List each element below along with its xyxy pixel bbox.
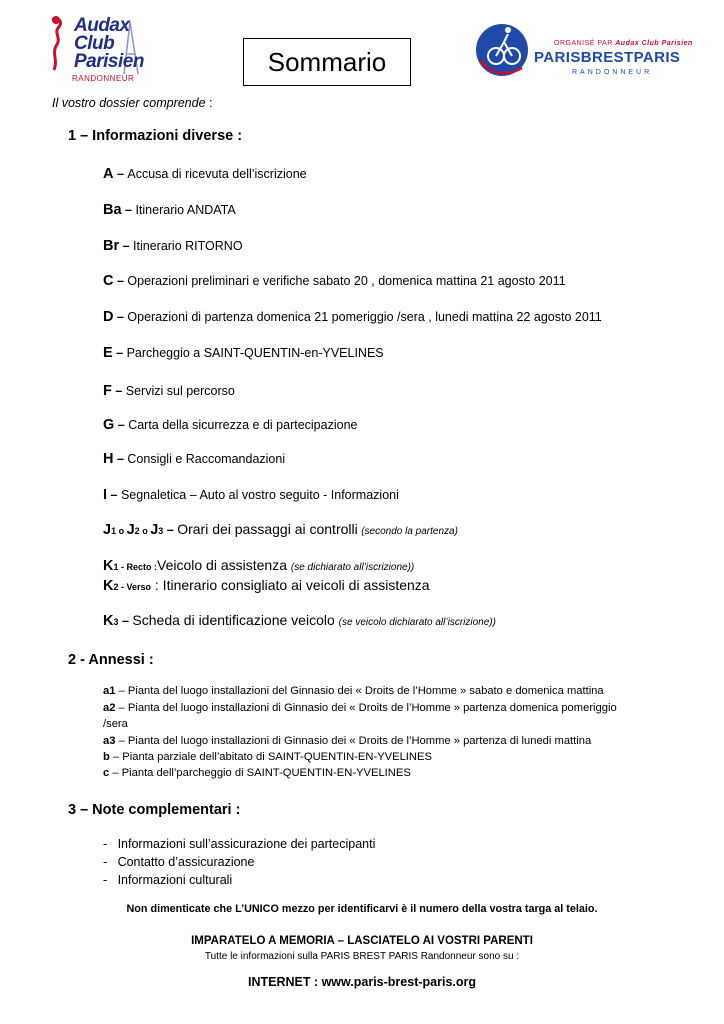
list-item — [103, 487, 399, 503]
section-2-title: 2 - Annessi : — [68, 652, 154, 668]
item-letter: K — [103, 613, 114, 629]
warning-text: Non dimenticate che L’UNICO mezzo per identificarvi è il numero della vostra targa al telaio. — [126, 903, 598, 915]
item-dash: – — [118, 614, 133, 628]
list-item — [103, 417, 357, 433]
annex-text: /sera — [103, 718, 128, 730]
item-k3 — [103, 612, 496, 629]
annex-item — [103, 685, 604, 697]
item-sub: 3 — [113, 617, 119, 627]
item-dash: – — [113, 274, 128, 288]
item-dash: – — [114, 418, 129, 432]
annex-code: a1 — [103, 685, 116, 697]
item-letter: C — [103, 273, 114, 289]
item-k1 — [103, 557, 414, 574]
annex-item — [103, 735, 591, 747]
bullet-item: - Informazioni culturali — [103, 873, 233, 887]
item-dash: – — [163, 523, 178, 537]
item-dash: – — [113, 167, 128, 181]
item-letter: Br — [103, 238, 120, 254]
item-text: Scheda di identificazione veicolo — [132, 612, 339, 628]
annex-text: – Pianta parziale dell’abitato di SAINT-QUENTIN-EN-YVELINES — [109, 751, 432, 763]
item-text: Operazioni di partenza domenica 21 pomeriggio /sera , lunedi mattina 22 agosto 2011 — [127, 310, 602, 324]
item-letter: G — [103, 417, 115, 433]
item-sub: - Verso — [118, 582, 152, 592]
annex-item — [103, 718, 128, 730]
paris-brest-paris-logo — [474, 16, 696, 90]
item-sub: 2 — [134, 526, 140, 536]
item-dash: – — [111, 384, 126, 398]
item-note: (se veicolo dichiarato all’iscrizione)) — [338, 617, 496, 628]
item-j — [103, 521, 458, 538]
item-letter: H — [103, 451, 114, 467]
item-letter: I — [103, 487, 108, 503]
logo-word-randonneur: RANDONNEUR — [72, 74, 135, 83]
internet-link[interactable]: INTERNET : www.paris-brest-paris.org — [247, 975, 477, 989]
annex-code: a3 — [103, 735, 116, 747]
logo-word-parisien: Parisien — [74, 51, 144, 72]
item-dash: – — [112, 346, 127, 360]
item-sub: - Recto : — [118, 562, 158, 572]
item-text: Accusa di ricevuta dell’iscrizione — [127, 167, 307, 181]
list-item — [103, 309, 602, 325]
item-letter: J — [126, 522, 135, 538]
annex-text: – Pianta del luogo installazioni del Ginnasio dei « Droits de l’Homme » sabato e domenica mattina — [115, 685, 604, 697]
item-text: Carta della sicurrezza e di partecipazione — [128, 418, 358, 432]
item-sub: 2 — [113, 582, 119, 592]
item-letter: J — [103, 522, 112, 538]
bullet-item: - Informazioni sull’assicurazione dei partecipanti — [103, 837, 376, 851]
item-text: Itinerario ANDATA — [135, 203, 236, 217]
list-item — [103, 451, 285, 467]
item-text: : Itinerario consigliato ai veicoli di assistenza — [151, 577, 430, 593]
organise-label: ORGANISÉ PAR — [554, 40, 613, 47]
item-letter: J — [150, 522, 159, 538]
logo-word-audax: Audax — [74, 15, 130, 36]
item-letter: K — [103, 578, 114, 594]
section-1-title: 1 – Informazioni diverse : — [68, 128, 243, 144]
list-item — [103, 345, 384, 361]
item-letter: Ba — [103, 202, 122, 218]
item-dash: – — [121, 203, 136, 217]
item-letter: E — [103, 345, 113, 361]
event-name: PARISBRESTPARIS — [534, 49, 681, 66]
item-text: Veicolo di assistenza — [157, 557, 291, 573]
annex-text: – Pianta dell’parcheggio di SAINT-QUENTIN-EN-YVELINES — [109, 767, 411, 779]
list-item — [103, 166, 307, 182]
item-k2 — [103, 577, 430, 594]
item-dash: – — [113, 452, 128, 466]
item-text: Operazioni preliminari e verifiche sabato 20 , domenica mattina 21 agosto 2011 — [127, 274, 566, 288]
list-item — [103, 273, 566, 289]
item-note: (secondo la partenza) — [361, 526, 458, 537]
item-text: Consigli e Raccomandazioni — [127, 452, 286, 466]
intro-label: Il vostro dossier comprende — [52, 96, 206, 110]
item-sub: o — [116, 526, 127, 536]
item-sub: 3 — [158, 526, 164, 536]
annex-item — [103, 702, 617, 714]
item-note: (se dichiarato all’iscrizione)) — [290, 562, 415, 573]
section-3-title: 3 – Note complementari : — [68, 802, 241, 818]
logo-word-club: Club — [74, 33, 115, 54]
item-letter: K — [103, 558, 114, 574]
page-title: Sommario — [243, 38, 411, 86]
cyclist-globe-icon — [474, 16, 534, 90]
annex-item — [103, 767, 411, 779]
annex-code: c — [103, 767, 110, 779]
item-text: Orari dei passaggi ai controlli — [177, 521, 358, 537]
item-text: Segnaletica – Auto al vostro seguito - Informazioni — [120, 488, 399, 502]
list-item — [103, 238, 243, 254]
organiser-text — [554, 40, 693, 47]
annex-text: – Pianta del luogo installazioni di Ginnasio dei « Droits de l’Homme » partenza di lunedi mattina — [115, 735, 592, 747]
event-subtitle: RANDONNEUR — [572, 69, 653, 76]
item-sub: 1 — [111, 526, 117, 536]
item-sub: o — [139, 526, 151, 536]
item-letter: A — [103, 166, 114, 182]
organiser-name: Audax Club Parisien — [615, 40, 693, 47]
item-dash: – — [107, 488, 121, 502]
list-item — [103, 202, 236, 218]
annex-text: – Pianta del luogo installazioni di Ginnasio dei « Droits de l’Homme » partenza domenica pomeriggio — [115, 702, 617, 714]
bullet-item: - Contatto d’assicurazione — [103, 855, 255, 869]
item-text: Servizi sul percorso — [125, 384, 235, 398]
item-dash: – — [113, 310, 128, 324]
annex-item — [103, 751, 432, 763]
annex-code: a2 — [103, 702, 116, 714]
item-sub: 1 — [113, 562, 119, 572]
item-letter: F — [103, 383, 112, 399]
item-dash: – — [119, 239, 134, 253]
item-text: Parcheggio a SAINT-QUENTIN-en-YVELINES — [126, 346, 384, 360]
intro-text — [52, 96, 213, 110]
intro-colon: : — [205, 96, 213, 110]
list-item — [103, 383, 235, 399]
item-letter: D — [103, 309, 114, 325]
item-text: Itinerario RITORNO — [133, 239, 243, 253]
annex-code: b — [103, 751, 110, 763]
info-text: Tutte le informazioni sulla PARIS BREST PARIS Randonneur sono su : — [204, 951, 520, 962]
audax-club-parisien-logo — [44, 14, 154, 86]
memorize-text: IMPARATELO A MEMORIA – LASCIATELO AI VOSTRI PARENTI — [191, 935, 533, 947]
